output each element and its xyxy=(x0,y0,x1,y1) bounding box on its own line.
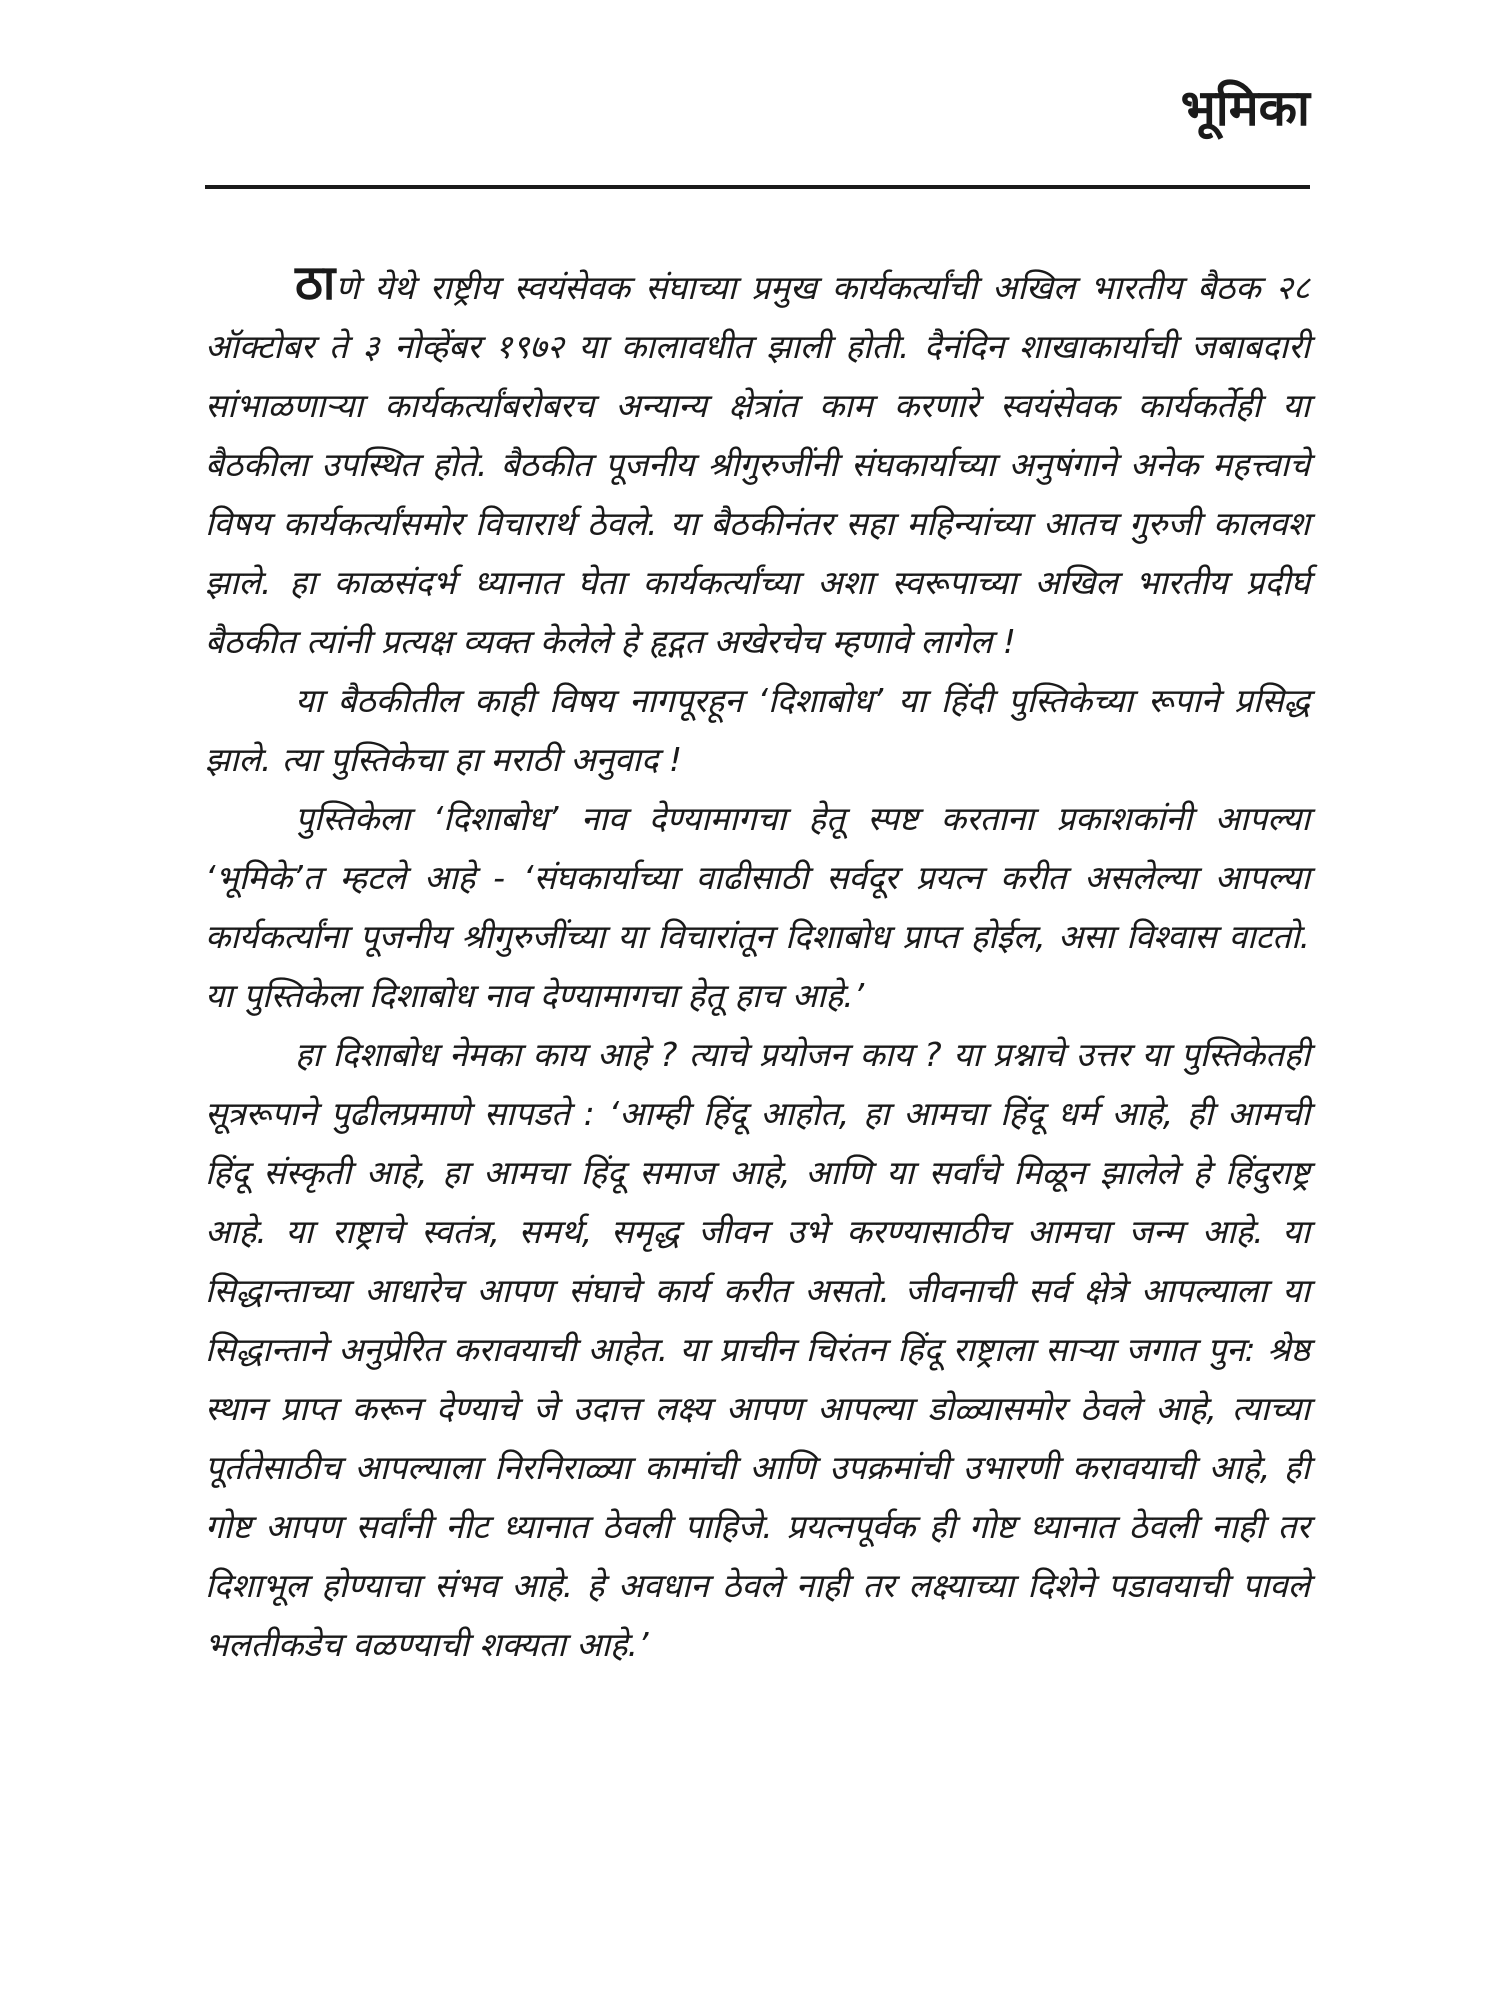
paragraph-2: या बैठकीतील काही विषय नागपूरहून ‘दिशाबोध’ या हिंदी पुस्तिकेच्या रूपाने प्रसिद्ध झाले. त्या पुस्तिकेचा हा मराठी अनुवाद ! xyxy=(205,681,1310,779)
heading-rule xyxy=(205,185,1310,189)
paragraph-1 xyxy=(205,255,1310,671)
paragraph-1-text: णे येथे राष्ट्रीय स्वयंसेवक संघाच्या प्रमुख कार्यकर्त्यांची अखिल भारतीय बैठक २८ ऑक्टोबर ते ३ नोव्हेंबर १९७२ या कालावधीत झाली होती. दैनंदिन शाखाकार्याची जबाबदारी सांभाळणाऱ्या कार्यकर्त्यांबरोबरच अन्यान्य क्षेत्रांत काम करणारे स्वयंसेवक कार्यकर्तेही या बैठकीला उपस्थित होते. बैठकीत पूजनीय श्रीगुरुजींनी संघकार्याच्या अनुषंगाने अनेक महत्त्वाचे विषय कार्यकर्त्यांसमोर विचारार्थ ठेवले. या बैठकीनंतर सहा महिन्यांच्या आतच गुरुजी कालवश झाले. हा काळसंदर्भ ध्यानात घेता कार्यकर्त्यांच्या अशा स्वरूपाच्या अखिल भारतीय प्रदीर्घ बैठकीत त्यांनी प्रत्यक्ष व्यक्त केलेले हे हृद्गत अखेरचेच म्हणावे लागेल ! xyxy=(205,268,1310,661)
body-text xyxy=(205,255,1310,1674)
drop-cap: ठा xyxy=(295,255,336,311)
paragraph-4: हा दिशाबोध नेमका काय आहे ? त्याचे प्रयोजन काय ? या प्रश्नाचे उत्तर या पुस्तिकेतही सूत्ररूपाने पुढीलप्रमाणे सापडते : ‘आम्ही हिंदू आहोत, हा आमचा हिंदू धर्म आहे, ही आमची हिंदू संस्कृती आहे, हा आमचा हिंदू समाज आहे, आणि या सर्वांचे मिळून झालेले हे हिंदुराष्ट्र आहे. या राष्ट्राचे स्वतंत्र, समर्थ, समृद्ध जीवन उभे करण्यासाठीच आमचा जन्म आहे. या सिद्धान्ताच्या आधारेच आपण संघाचे कार्य करीत असतो. जीवनाची सर्व क्षेत्रे आपल्याला या सिद्धान्ताने अनुप्रेरित करावयाची आहेत. या प्राचीन चिरंतन हिंदू राष्ट्राला साऱ्या जगात पुन: श्रेष्ठ स्थान प्राप्त करून देण्याचे जे उदात्त लक्ष्य आपण आपल्या डोळ्यासमोर ठेवले आहे, त्याच्या पूर्ततेसाठीच आपल्याला निरनिराळ्या कामांची आणि उपक्रमांची उभारणी करावयाची आहे, ही गोष्ट आपण सर्वांनी नीट ध्यानात ठेवली पाहिजे. प्रयत्नपूर्वक ही गोष्ट ध्यानात ठेवली नाही तर दिशाभूल होण्याचा संभव आहे. हे अवधान ठेवले नाही तर लक्ष्याच्या दिशेने पडावयाची पावले भलतीकडेच वळण्याची शक्यता आहे.’ xyxy=(205,1035,1310,1664)
paragraph-3: पुस्तिकेला ‘दिशाबोध’ नाव देण्यामागचा हेतू स्पष्ट करताना प्रकाशकांनी आपल्या ‘भूमिके’त म्हटले आहे - ‘संघकार्याच्या वाढीसाठी सर्वदूर प्रयत्न करीत असलेल्या आपल्या कार्यकर्त्यांना पूजनीय श्रीगुरुजींच्या या विचारांतून दिशाबोध प्राप्त होईल, असा विश्वास वाटतो. या पुस्तिकेला दिशाबोध नाव देण्यामागचा हेतू हाच आहे.’ xyxy=(205,799,1310,1015)
page-heading: भूमिका xyxy=(1180,79,1310,137)
